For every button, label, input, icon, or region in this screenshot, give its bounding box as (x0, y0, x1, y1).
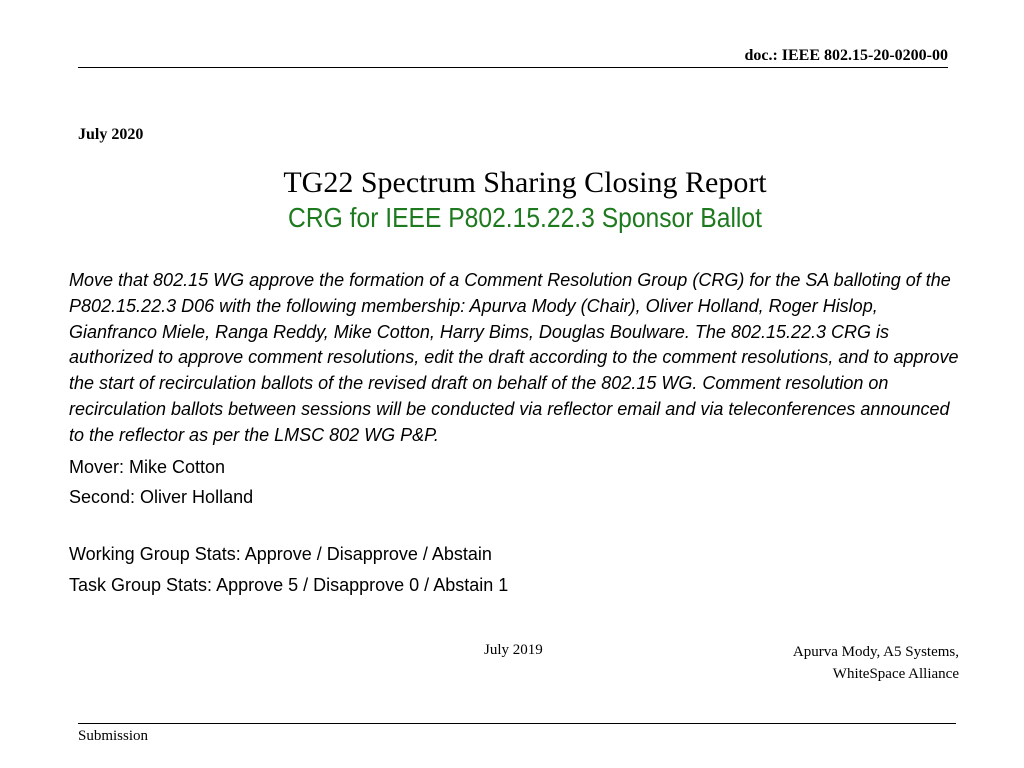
working-group-stats: Working Group Stats: Approve / Disapprove / Abstain (69, 543, 492, 564)
mover-line: Mover: Mike Cotton (69, 456, 226, 477)
slide-title: TG22 Spectrum Sharing Closing Report (283, 166, 767, 199)
footer-author (793, 641, 959, 685)
header-divider (78, 67, 948, 68)
motion-text: Move that 802.15 WG approve the formation of a Comment Resolution Group (CRG) for the SA balloting of the P802.15.22.3 D06 with the following membership: Apurva Mody (Chair), Oliver Holland, Roger Hislop, Gianfranco Miele, Ranga Reddy, Mike Cotton, Harry Bims, Douglas Boulware. The 802.15.22.3 CRG is authorized to approve comment resolutions, edit the draft according to the comment resolutions, and to approve the start of recirculation ballots of the revised draft on behalf of the 802.15 WG. Comment resolution on recirculation ballots between sessions will be conducted via reflector email and via teleconferences announced to the reflector as per the LMSC 802 WG P&P. (69, 270, 959, 445)
task-group-stats: Task Group Stats: Approve 5 / Disapprove 0 / Abstain 1 (69, 574, 509, 595)
footer-divider (78, 723, 956, 724)
header-date: July 2020 (78, 126, 144, 143)
submission-label: Submission (78, 728, 149, 744)
title-block (0, 166, 1024, 236)
author-line-2: WhiteSpace Alliance (832, 666, 959, 682)
second-line: Second: Oliver Holland (69, 486, 254, 507)
slide-body (69, 268, 969, 596)
author-line-1: Apurva Mody, A5 Systems, (792, 644, 959, 660)
document-id: doc.: IEEE 802.15-20-0200-00 (744, 47, 948, 64)
footer-date: July 2019 (484, 642, 543, 658)
slide-subtitle: CRG for IEEE P802.15.22.3 Sponsor Ballot (288, 202, 762, 233)
